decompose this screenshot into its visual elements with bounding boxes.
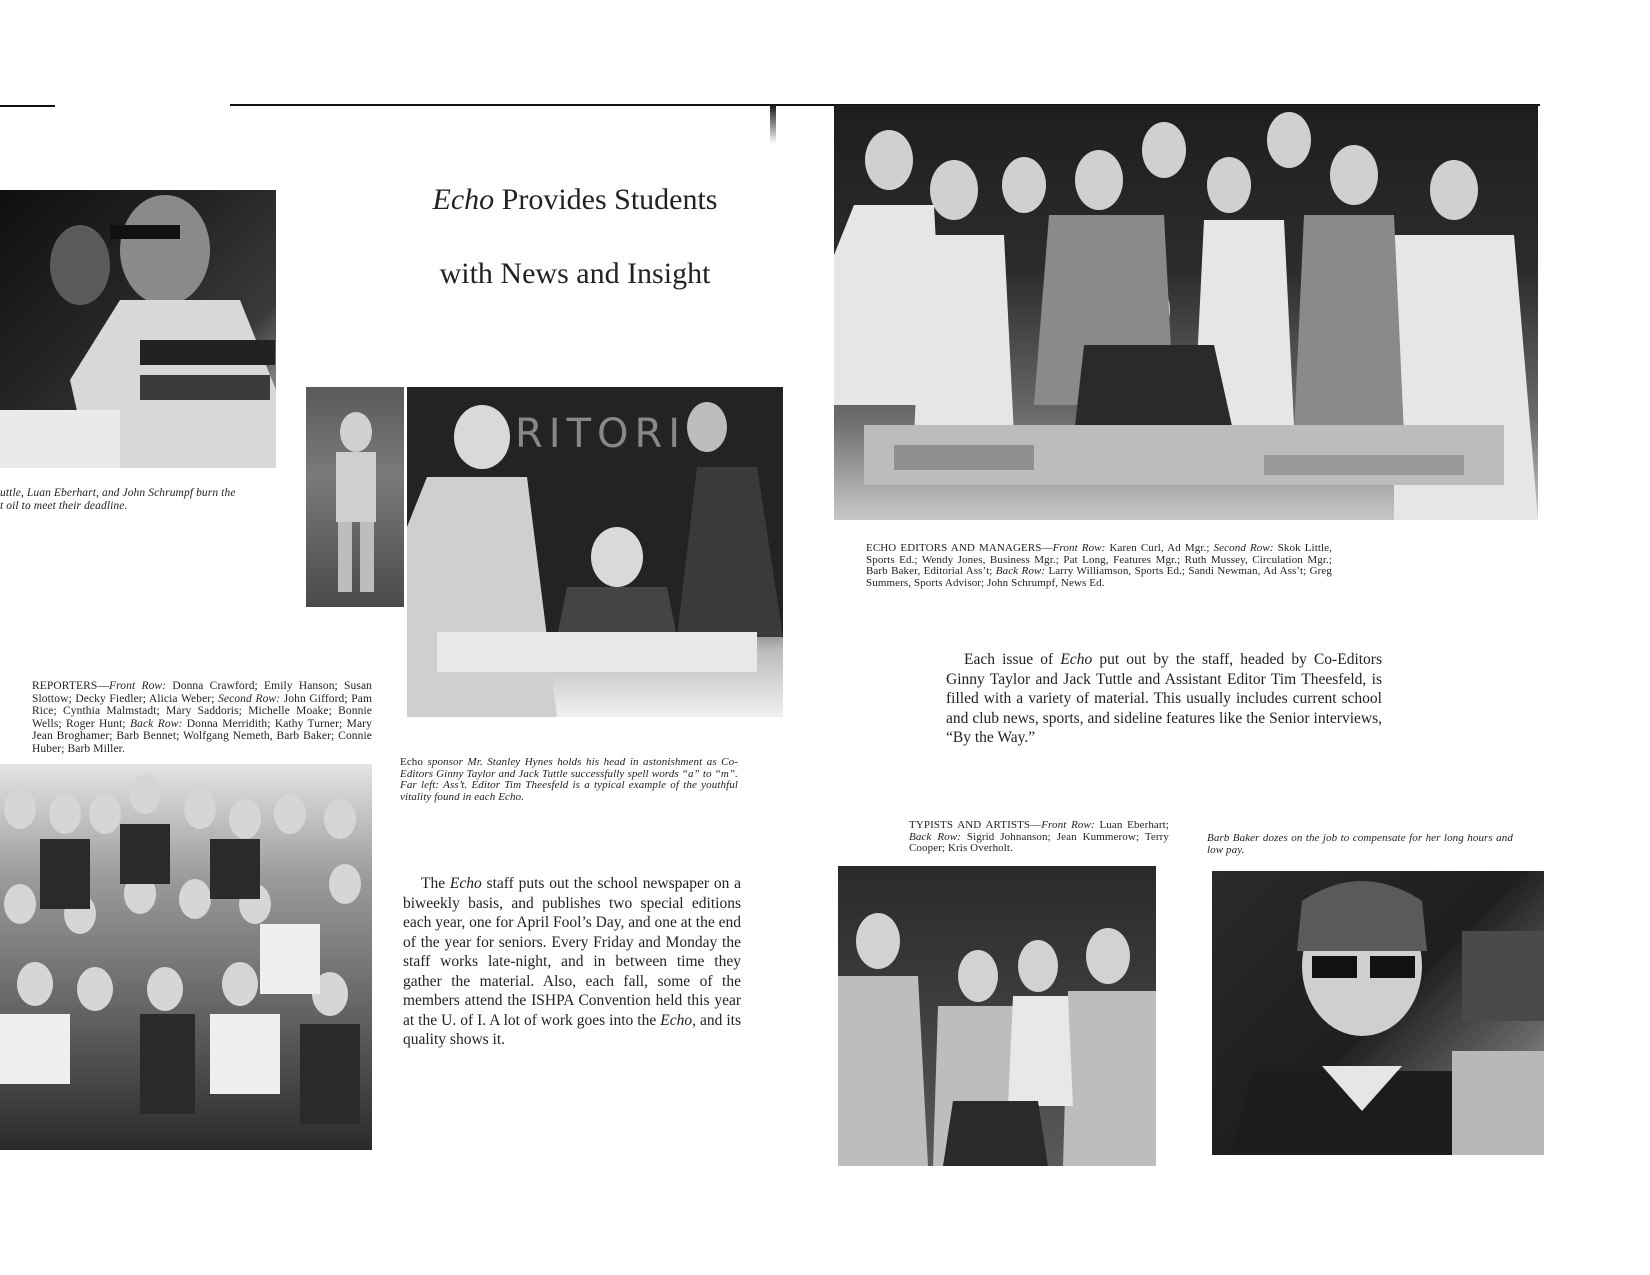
photo-deadline-typing [0, 190, 276, 468]
caption-typists-back-names: Sigrid Johnanson; Jean Kummerow; Terry Cooper; Kris Overholt. [909, 830, 1169, 854]
caption-typists-front-names: Luan Eberhart; [1094, 819, 1169, 831]
photo-barb-baker [1212, 871, 1544, 1155]
body-right-after: put out by the staff, headed by Co-Editors Ginny Taylor and Jack Tuttle and Assistant Editor Tim Theesfeld, is filled with a variety of material. This usually includes current school and club news, sports, and sideline features like the Senior interviews, “By the Way.” [946, 651, 1382, 746]
caption-reporters [32, 680, 372, 755]
caption-reporters-front-label: Front Row: [109, 680, 167, 692]
photo-sponsor-chalkboard [407, 387, 783, 717]
caption-reporters-second-label: Second Row: [218, 692, 281, 705]
caption-typists-back-label: Back Row: [909, 830, 961, 843]
caption-editors [866, 543, 1332, 589]
caption-editors-second-label: Second Row: [1213, 542, 1274, 554]
body-left-echo2: Echo, [660, 1011, 696, 1029]
body-left-echo: Echo [449, 875, 482, 892]
body-right-before: Each issue of [964, 651, 1061, 668]
photo-typists-artists [838, 866, 1156, 1166]
top-rule-left [0, 105, 55, 107]
caption-sponsor [400, 757, 738, 803]
body-text-issue [946, 650, 1382, 748]
caption-reporters-lead: REPORTERS— [32, 680, 109, 692]
chalkboard-text: RITORI [515, 411, 687, 457]
page-title-line1 [400, 183, 750, 217]
caption-reporters-back-names: Donna Merridith; Kathy Turner; Mary Jean Broghamer; Barb Bennet; Wolfgang Nemeth, Barb Baker; Connie Huber; Barb Miller. [32, 717, 372, 755]
body-left-middle: staff puts out the school newspaper on a biweekly basis, and publishes two special editions each year, one for April Fool’s Day, and one at the end of the year for seniors. Every Friday and Monday the staff works late-night, and in between time they gather the material. Also, each fall, some of the members attend the ISHPA Convention held this year at the U. of I. A lot of work goes into the [403, 875, 741, 1029]
body-text-staff [403, 874, 741, 1050]
photo-tim-theesfeld [306, 387, 404, 607]
caption-editors-front-names: Karen Curl, Ad Mgr.; [1105, 542, 1214, 554]
caption-editors-back-names: Larry Williamson, Sports Ed.; Sandi Newman, Ad Ass’t; Greg Summers, Sports Advisor; John Schrumpf, News Ed. [866, 565, 1332, 589]
caption-reporters-front-names: Donna Crawford; Emily Hanson; Susan Slottow; Decky Fiedler; Alicia Weber; [32, 680, 373, 705]
photo-editors-managers [834, 105, 1538, 520]
body-left-after: and its quality shows it. [403, 1011, 741, 1048]
headline-echo: Echo [432, 183, 495, 216]
caption-sponsor-lead: Echo [400, 756, 424, 768]
caption-barb: Barb Baker dozes on the job to compensate for her long hours and low pay. [1207, 832, 1513, 856]
body-right-echo: Echo [1060, 651, 1093, 668]
photo-reporters-group [0, 764, 372, 1150]
caption-editors-front-label: Front Row: [1052, 542, 1106, 554]
headline-rest: Provides Students [494, 183, 718, 216]
caption-deadline-line1: uttle, Luan Eberhart, and John Schrumpf burn the [0, 487, 236, 499]
body-left-before: The [421, 875, 450, 892]
page-title-line2: with News and Insight [439, 257, 711, 290]
caption-editors-lead: ECHO EDITORS AND MANAGERS— [866, 542, 1053, 554]
caption-editors-back-label: Back Row: [995, 565, 1046, 577]
caption-deadline [0, 487, 278, 512]
caption-sponsor-text: sponsor Mr. Stanley Hynes holds his head in astonishment as Co-Editors Ginny Taylor and Jack Tuttle successfully spell words “a” to “m”. Far left: Ass’t. Editor Tim Theesfeld is a typical example of the youthful vitality found in each Echo. [400, 756, 738, 803]
spine-shadow [770, 104, 776, 144]
caption-deadline-line2: t oil to meet their deadline. [0, 499, 128, 512]
caption-reporters-second-names: John Gifford; Pam Rice; Cynthia Malmstadt; Mary Saddoris; Michelle Moake; Bonnie Wells; Roger Hunt; [32, 692, 372, 730]
caption-typists [909, 820, 1169, 855]
caption-reporters-back-label: Back Row: [130, 717, 183, 730]
caption-typists-front-label: Front Row: [1041, 819, 1095, 831]
caption-typists-lead: TYPISTS AND ARTISTS— [909, 819, 1042, 831]
caption-editors-second-names: Skok Little, Sports Ed.; Wendy Jones, Business Mgr.; Pat Long, Features Mgr.; Ruth Mussey, Circulation Mgr.; Barb Baker, Editorial Ass’t; [866, 542, 1333, 577]
